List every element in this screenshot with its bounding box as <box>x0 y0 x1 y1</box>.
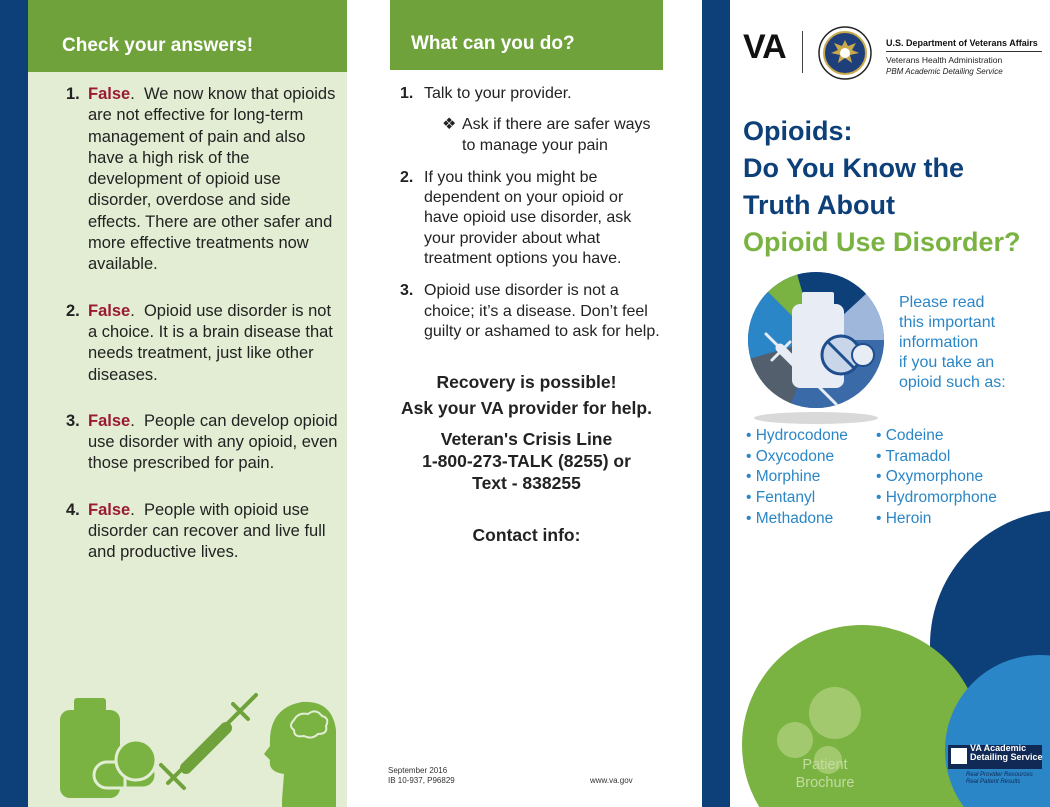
what-can-you-do-header <box>390 0 663 70</box>
recovery-line-1: Recovery is possible! <box>436 372 617 392</box>
check-answers-header <box>28 0 347 72</box>
opioid-medication-illustration <box>746 270 892 430</box>
footer-publication-info <box>388 766 455 786</box>
middle-edge-strip <box>702 0 730 807</box>
ads-title-line: Detailing Service <box>970 752 1043 762</box>
list-item: 1. False. We now know that opioids are not effective for long-term management of pain and also have a high risk of the development of opioid use disorder, overdose and side effects. There are other safer and more effective treatments now available. <box>66 84 338 276</box>
recovery-line-2: Ask your VA provider for help. <box>401 398 652 418</box>
drug-name: Methadone <box>755 509 834 527</box>
answer-text: Opioid use disorder is not a choice. It is a brain disease that needs treatment, just like other diseases. <box>88 301 333 384</box>
answer-text: People can develop opioid use disorder with any opioid, even those prescribed for pain. <box>88 411 338 473</box>
answer-list <box>66 84 338 589</box>
list-item: 4. False. People with opioid use disorder can recover and live full and productive lives. <box>66 500 338 564</box>
list-item <box>400 281 660 342</box>
list-item: • Morphine <box>746 468 821 486</box>
crisis-text: Text - 838255 <box>472 473 581 493</box>
what-can-you-do-title: What can you do? <box>411 33 575 54</box>
step-text: Opioid use disorder is not a choice; it’s a disease. Don’t feel guilty or ashamed to ask for help. <box>424 282 660 340</box>
answer-text: People with opioid use disorder can recover and live full and productive lives. <box>88 500 326 562</box>
item-number: 4. <box>66 500 80 519</box>
drug-name: Tramadol <box>885 447 951 465</box>
drug-name: Hydrocodone <box>755 427 848 444</box>
item-number: 3. <box>66 411 80 430</box>
brain-head-icon <box>264 702 336 807</box>
list-item: • Hydrocodone <box>746 427 848 444</box>
list-item: • Oxymorphone <box>876 468 984 486</box>
diamond-bullet-icon: ❖ <box>442 116 457 134</box>
vha-name: Veterans Health Administration <box>886 55 1003 65</box>
cover-title-line-3: Truth About <box>743 190 895 220</box>
drug-name: Oxymorphone <box>885 468 984 486</box>
drug-name: Fentanyl <box>755 489 816 507</box>
item-number: 2. <box>66 301 80 320</box>
drug-name: Codeine <box>885 427 944 444</box>
drug-name: Morphine <box>755 468 821 486</box>
department-name: U.S. Department of Veterans Affairs <box>886 38 1038 48</box>
step-number: 3. <box>400 282 414 300</box>
contact-info-label: Contact info: <box>472 525 581 545</box>
please-read-text <box>899 293 1039 393</box>
ads-mark-icon <box>951 748 967 764</box>
drug-name: Hydromorphone <box>885 489 997 507</box>
crisis-phone: 1-800-273-TALK (8255) or <box>422 451 631 471</box>
ads-title-line: VA Academic <box>970 743 1027 753</box>
false-label: False <box>88 301 131 320</box>
cover-title-line-1: Opioids: <box>743 116 853 146</box>
step-text: If you think you might be dependent on your opioid or have opioid use disorder, ask your provider about what treatment options you have. <box>424 168 632 268</box>
drug-name: Oxycodone <box>755 447 835 465</box>
va-seal-icon <box>818 26 872 80</box>
list-item: 2. False. Opioid use disorder is not a choice. It is a brain disease that needs treatment, just like other diseases. <box>66 301 338 386</box>
list-item: • Codeine <box>876 427 944 444</box>
list-item: • Oxycodone <box>746 447 835 465</box>
step-text: Talk to your provider. <box>424 85 572 102</box>
sub-bullet <box>442 115 660 156</box>
please-line: if you take an <box>899 354 995 371</box>
drug-name: Heroin <box>885 509 932 527</box>
cover-panel <box>730 0 1050 807</box>
publication-number: IB 10-937, P96829 <box>388 776 455 785</box>
false-label: False <box>88 85 131 103</box>
answer-text: We now know that opioids are not effective for long-term management of pain and also have a high risk of the development of opioid use disorder, overdose and side effects. There are other safer and more effective treatments now available. <box>88 85 336 274</box>
brochure-word: Brochure <box>795 775 855 791</box>
recovery-message <box>390 369 663 421</box>
pill-syringe-head-illustration <box>56 690 336 807</box>
footer-url: www.va.gov <box>590 776 633 785</box>
publication-date: September 2016 <box>388 766 448 775</box>
please-line: this important <box>899 314 996 331</box>
patient-brochure-label <box>780 756 870 792</box>
please-line: Please read <box>899 294 985 311</box>
patient-word: Patient <box>802 757 848 773</box>
header-rule <box>886 51 1042 52</box>
item-number: 1. <box>66 85 80 103</box>
false-label: False <box>88 411 131 430</box>
what-can-you-do-panel <box>347 0 702 807</box>
opioid-list-right <box>876 426 997 530</box>
crisis-line-title: Veteran's Crisis Line <box>440 429 613 449</box>
list-item: 3. False. People can develop opioid use disorder with any opioid, even those prescribed for pain. <box>66 411 338 475</box>
check-answers-panel <box>28 0 347 807</box>
left-edge-strip <box>0 0 28 807</box>
please-line: opioid such as: <box>899 374 1006 391</box>
cover-title-line-2: Do You Know the <box>743 153 964 183</box>
list-item: • Fentanyl <box>746 489 816 507</box>
syringe-icon <box>161 695 256 788</box>
list-item <box>400 84 660 156</box>
ads-logo-title <box>970 744 1043 762</box>
list-item: • Heroin <box>876 509 932 527</box>
steps-list <box>400 84 660 354</box>
check-answers-title: Check your answers! <box>62 35 254 56</box>
cover-title-line-4: Opioid Use Disorder? <box>743 227 1021 257</box>
ads-tagline-line: Real Patient Results <box>966 779 1021 785</box>
step-number: 1. <box>400 85 414 102</box>
pbm-name: PBM Academic Detailing Service <box>886 67 1003 76</box>
opioid-list-left <box>746 426 848 530</box>
list-item: • Tramadol <box>876 447 951 465</box>
logo-divider <box>802 31 803 73</box>
crisis-line-block <box>390 428 663 494</box>
ads-tagline-line: Real Provider Resources <box>966 772 1033 778</box>
please-line: information <box>899 334 979 351</box>
sub-bullet-text: Ask if there are safer ways to manage your pain <box>462 116 651 154</box>
academic-detailing-logo <box>948 741 1044 785</box>
list-item: • Methadone <box>746 509 834 527</box>
false-label: False <box>88 500 131 519</box>
list-item <box>400 168 660 269</box>
va-logo: VA <box>743 28 786 66</box>
list-item: • Hydromorphone <box>876 489 997 507</box>
step-number: 2. <box>400 168 414 186</box>
ads-tagline <box>966 772 1033 786</box>
